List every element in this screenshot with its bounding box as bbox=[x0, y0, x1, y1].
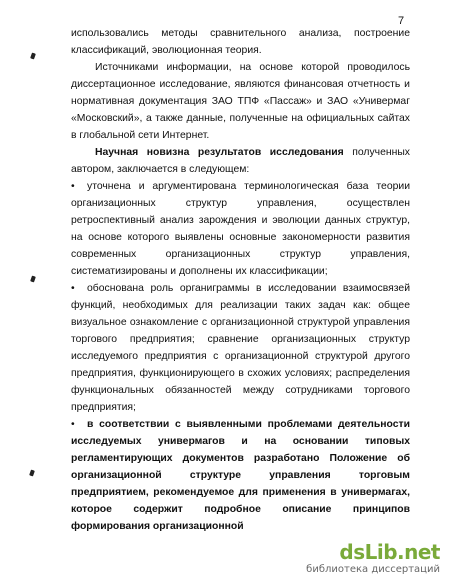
scan-mark-1 bbox=[30, 52, 36, 59]
scan-mark-3 bbox=[29, 469, 35, 476]
paragraph-novelty bbox=[71, 144, 410, 178]
dslib-subtitle: библиотека диссертаций bbox=[306, 564, 440, 575]
dslib-logo: dsLib.net bbox=[339, 540, 440, 564]
novelty-heading: Научная новизна результатов исследования bbox=[95, 147, 344, 158]
bullet-symbol: • bbox=[71, 419, 75, 430]
bullet-item bbox=[71, 416, 410, 535]
page-number: 7 bbox=[398, 15, 405, 27]
dslib-watermark[interactable] bbox=[300, 540, 450, 582]
paragraph-sources: Источниками информации, на основе которой проводилось диссертационное исследование, являются финансовая отчетность и нормативная документация ЗАО ТПФ «Пассаж» и ЗАО «Универмаг «Московский», а также данные, полученные на официальных сайтах в глобальной сети Интернет. bbox=[71, 62, 410, 141]
bullet-symbol: • bbox=[71, 181, 75, 192]
body-text bbox=[71, 25, 410, 535]
bullet-text: в соответствии с выявленными проблемами деятельности исследуемых универмагов и на основании типовых регламентирующих документов разработано Положение об организационной структуре управления торговым предприятием, рекомендуемое для применения в универмагах, которое содержит подробное описание принципов формирования организационной bbox=[71, 419, 410, 532]
novelty-intro: полученных автором, заключается в следующем: bbox=[71, 147, 410, 175]
paragraph-methods: использовались методы сравнительного анализа, построение классификаций, эволюционная теория. bbox=[71, 28, 410, 56]
bullet-text: уточнена и аргументирована терминологическая база теории организационных структур управления, осуществлен ретроспективный анализ зарождения и эволюции данных структур, на основе которого выявлены основные закономерности развития современных организационных структур управления, систематизированы и дополнены их классификации; bbox=[71, 181, 410, 277]
scan-mark-2 bbox=[30, 275, 36, 282]
bullet-item bbox=[71, 280, 410, 416]
bullet-text: обоснована роль органиграммы в исследовании взаимосвязей функций, необходимых для реализации таких задач как: общее визуальное ознакомление с организационной структурой управления торгового предприятия; сравнение организационных структур исследуемого предприятия с организационной структурой другого предприятия, функционирующего в схожих условиях; распределения функциональных обязанностей между сотрудниками торгового предприятия; bbox=[71, 283, 410, 413]
bullet-item bbox=[71, 178, 410, 280]
bullet-symbol: • bbox=[71, 283, 75, 294]
